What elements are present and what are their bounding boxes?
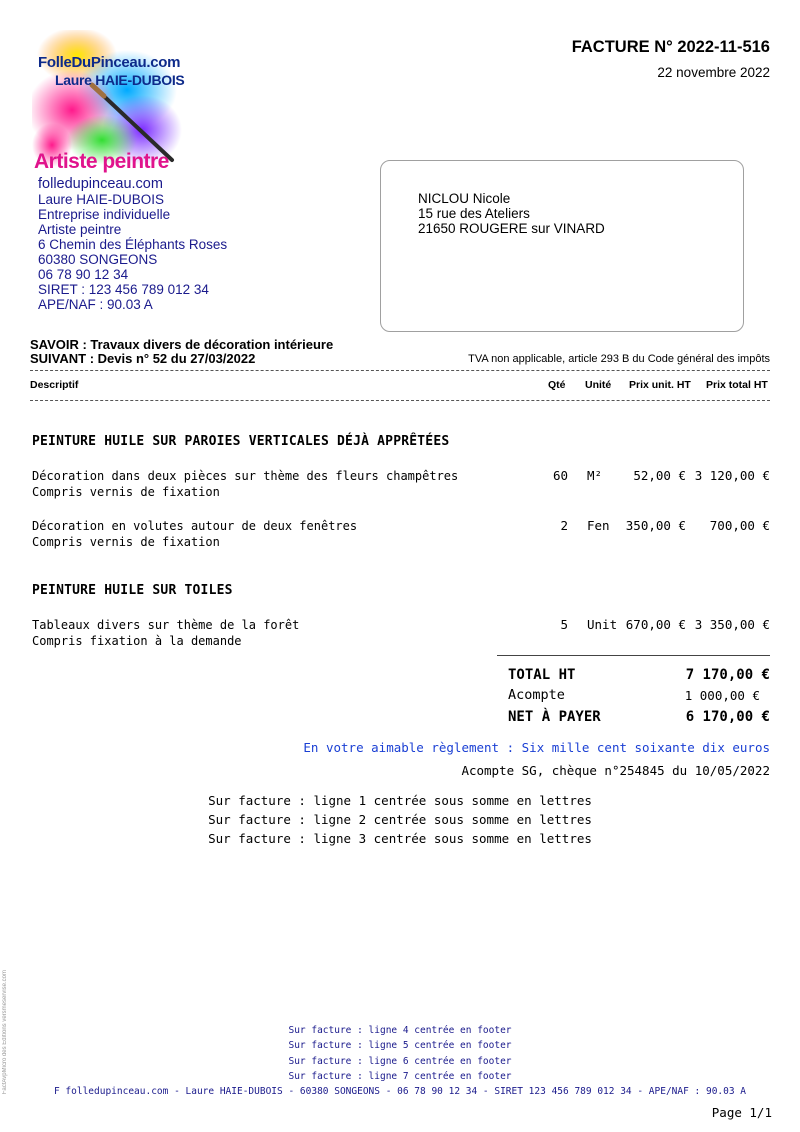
seller-name: Laure HAIE-DUBOIS bbox=[38, 192, 165, 207]
seller-ape: APE/NAF : 90.03 A bbox=[38, 297, 153, 312]
seller-website[interactable]: folledupinceau.com bbox=[38, 176, 163, 192]
line-item-total: 3 120,00 € bbox=[694, 468, 770, 483]
line-item-desc bbox=[32, 518, 357, 550]
footer-line: Sur facture : ligne 5 centrée en footer bbox=[288, 1040, 512, 1051]
line-item-unit: M² bbox=[587, 468, 603, 483]
logo-line-3: Artiste peintre bbox=[34, 150, 169, 173]
seller-profession: Artiste peintre bbox=[38, 222, 122, 237]
section-title: PEINTURE HUILE SUR TOILES bbox=[32, 583, 233, 598]
subject-line-2: SUIVANT : Devis n° 52 du 27/03/2022 bbox=[30, 351, 256, 366]
net-to-pay-label: NET À PAYER bbox=[508, 709, 601, 725]
seller-address: 6 Chemin des Éléphants Roses bbox=[38, 237, 228, 252]
total-ht-label: TOTAL HT bbox=[508, 667, 576, 683]
invoice-title: FACTURE N° 2022-11-516 bbox=[571, 38, 770, 56]
client-address bbox=[418, 191, 605, 236]
col-header-desc: Descriptif bbox=[30, 379, 79, 391]
seller-legal-form: Entreprise individuelle bbox=[38, 207, 171, 222]
line-item-desc-1: Décoration dans deux pièces sur thème des fleurs champêtres bbox=[32, 469, 459, 483]
line-item-qty: 5 bbox=[560, 617, 568, 632]
line-item-qty: 60 bbox=[552, 468, 568, 483]
col-header-total-price: Prix total HT bbox=[706, 379, 768, 391]
net-to-pay-value: 6 170,00 € bbox=[685, 709, 770, 725]
amount-in-words: En votre aimable règlement : Six mille cent soixante dix euros bbox=[303, 740, 770, 755]
client-city: 21650 ROUGERE sur VINARD bbox=[418, 221, 605, 236]
line-item-desc-2: Compris vernis de fixation bbox=[32, 485, 220, 499]
total-ht-value: 7 170,00 € bbox=[685, 667, 770, 683]
subject-line-1: SAVOIR : Travaux divers de décoration intérieure bbox=[30, 337, 334, 352]
invoice-subject bbox=[30, 338, 333, 366]
line-item-qty: 2 bbox=[560, 518, 568, 533]
line-item-unit-price: 52,00 € bbox=[633, 468, 686, 483]
footer-line: Sur facture : ligne 6 centrée en footer bbox=[288, 1056, 512, 1067]
logo-line-2: Laure HAIE-DUBOIS bbox=[55, 72, 185, 88]
col-header-unit: Unité bbox=[585, 379, 612, 391]
totals-divider bbox=[497, 655, 770, 656]
payment-note: Acompte SG, chèque n°254845 du 10/05/2022 bbox=[461, 763, 770, 778]
line-item-unit-price: 670,00 € bbox=[625, 617, 686, 632]
centered-note-line: Sur facture : ligne 2 centrée sous somme en lettres bbox=[208, 812, 592, 827]
tva-note: TVA non applicable, article 293 B du Code général des impôts bbox=[468, 353, 770, 365]
footer-line: Sur facture : ligne 7 centrée en footer bbox=[288, 1071, 512, 1082]
col-header-qty: Qté bbox=[548, 379, 566, 391]
page-number: Page 1/1 bbox=[711, 1105, 772, 1120]
centered-note-line: Sur facture : ligne 3 centrée sous somme en lettres bbox=[208, 831, 592, 846]
line-item-total: 700,00 € bbox=[709, 518, 770, 533]
line-item-desc-2: Compris fixation à la demande bbox=[32, 634, 242, 648]
invoice-date: 22 novembre 2022 bbox=[657, 65, 770, 80]
centered-note-line: Sur facture : ligne 1 centrée sous somme en lettres bbox=[208, 793, 592, 808]
col-header-unit-price: Prix unit. HT bbox=[629, 379, 691, 391]
logo-line-1: FolleDuPinceau.com bbox=[38, 54, 181, 71]
deposit-value: 1 000,00 € bbox=[684, 688, 760, 703]
line-item-desc-2: Compris vernis de fixation bbox=[32, 535, 220, 549]
line-item-unit: Fen bbox=[587, 518, 610, 533]
section-title: PEINTURE HUILE SUR PAROIES VERTICALES DÉJÀ APPRÊTÉES bbox=[32, 434, 450, 449]
seller-city: 60380 SONGEONS bbox=[38, 252, 158, 267]
side-credit: FactAvpMicro des Editions versmeservise.com bbox=[2, 970, 8, 1095]
line-item-total: 3 350,00 € bbox=[694, 617, 770, 632]
seller-phone: 06 78 90 12 34 bbox=[38, 267, 129, 282]
footer-company-info: F folledupinceau.com - Laure HAIE-DUBOIS - 60380 SONGEONS - 06 78 90 12 34 - SIRET 123 456 789 012 34 - APE/NAF : 90.03 A bbox=[53, 1086, 747, 1097]
seller-siret: SIRET : 123 456 789 012 34 bbox=[38, 282, 209, 297]
line-item-desc bbox=[32, 617, 299, 649]
divider bbox=[30, 400, 770, 401]
footer-line: Sur facture : ligne 4 centrée en footer bbox=[288, 1025, 512, 1036]
client-address-box bbox=[380, 160, 744, 332]
line-item-desc-1: Tableaux divers sur thème de la forêt bbox=[32, 618, 300, 632]
deposit-label: Acompte bbox=[508, 687, 565, 703]
line-item-desc bbox=[32, 468, 458, 500]
line-item-desc-1: Décoration en volutes autour de deux fenêtres bbox=[32, 519, 358, 533]
line-item-unit: Unit bbox=[587, 617, 618, 632]
seller-info bbox=[38, 177, 227, 312]
client-name: NICLOU Nicole bbox=[418, 191, 511, 206]
divider bbox=[30, 370, 770, 371]
line-item-unit-price: 350,00 € bbox=[625, 518, 686, 533]
client-street: 15 rue des Ateliers bbox=[418, 206, 530, 221]
